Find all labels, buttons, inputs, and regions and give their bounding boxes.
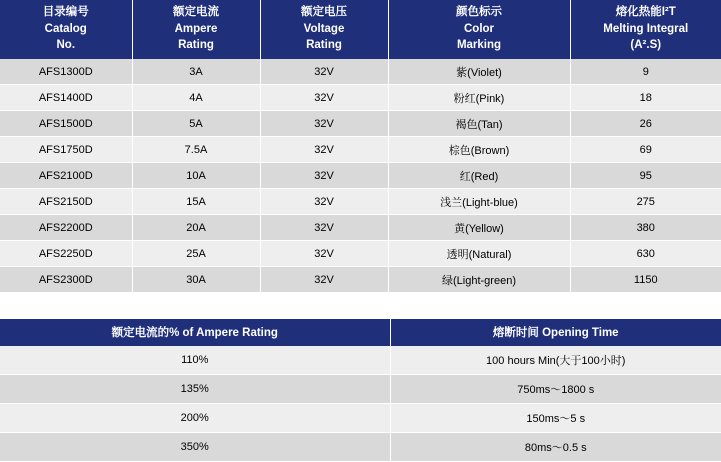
cell-catalog: AFS2300D (0, 267, 132, 293)
column-header-voltage-rating (260, 0, 388, 59)
cell-catalog: AFS1400D (0, 85, 132, 111)
cell-voltage: 32V (260, 267, 388, 293)
header-line-cn: 熔化热能I²T (615, 6, 676, 18)
cell-melting: 275 (570, 189, 721, 215)
cell-catalog: AFS2200D (0, 215, 132, 241)
cell-color: 褐色(Tan) (388, 111, 570, 137)
cell-ampere: 10A (132, 163, 260, 189)
table-row (0, 111, 721, 137)
cell-catalog: AFS2100D (0, 163, 132, 189)
table-row (0, 85, 721, 111)
cell-voltage: 32V (260, 215, 388, 241)
cell-catalog: AFS1300D (0, 59, 132, 85)
cell-ampere: 20A (132, 215, 260, 241)
cell-color: 透明(Natural) (388, 241, 570, 267)
cell-percent: 200% (0, 404, 390, 433)
cell-voltage: 32V (260, 163, 388, 189)
spec-table-header-row (0, 0, 721, 59)
table-row (0, 189, 721, 215)
header-line-en2: Marking (456, 39, 502, 52)
spec-table-body (0, 59, 721, 293)
cell-percent: 135% (0, 375, 390, 404)
header-line-en2: No. (56, 39, 76, 52)
cell-ampere: 7.5A (132, 137, 260, 163)
header-line-cn: 颜色标示 (456, 6, 502, 18)
table-row (0, 346, 721, 375)
cell-melting: 26 (570, 111, 721, 137)
header-line-en1: Color (463, 22, 495, 35)
cell-color: 绿(Light-green) (388, 267, 570, 293)
table-row (0, 375, 721, 404)
table-row (0, 433, 721, 462)
cell-catalog: AFS2250D (0, 241, 132, 267)
cell-ampere: 3A (132, 59, 260, 85)
table-spacer (0, 293, 721, 319)
cell-catalog: AFS2150D (0, 189, 132, 215)
cell-ampere: 25A (132, 241, 260, 267)
cell-catalog: AFS1500D (0, 111, 132, 137)
table-row (0, 241, 721, 267)
cell-opening-time: 100 hours Min(大于100小时) (390, 346, 721, 375)
header-line-cn: 额定电流 (173, 6, 219, 18)
table-row (0, 215, 721, 241)
cell-color: 粉红(Pink) (388, 85, 570, 111)
header-line-en1: Ampere (174, 22, 218, 35)
table-row (0, 59, 721, 85)
cell-color: 紫(Violet) (388, 59, 570, 85)
rating-table-body (0, 346, 721, 462)
column-header-opening-time: 熔断时间 Opening Time (390, 319, 721, 346)
cell-opening-time: 80ms～0.5 s (390, 433, 721, 462)
cell-voltage: 32V (260, 59, 388, 85)
header-line-en1: Voltage (303, 22, 345, 35)
cell-ampere: 4A (132, 85, 260, 111)
column-header-ampere-rating (132, 0, 260, 59)
cell-melting: 9 (570, 59, 721, 85)
cell-melting: 1150 (570, 267, 721, 293)
cell-color: 红(Red) (388, 163, 570, 189)
cell-color: 棕色(Brown) (388, 137, 570, 163)
cell-percent: 110% (0, 346, 390, 375)
column-header-color-marking (388, 0, 570, 59)
cell-ampere: 30A (132, 267, 260, 293)
header-line-en1: Melting Integral (603, 22, 689, 35)
header-line-en2: (A².S) (630, 39, 662, 52)
header-line-cn: 额定电压 (301, 6, 347, 18)
column-header-catalog (0, 0, 132, 59)
header-line-en1: Catalog (44, 22, 87, 35)
cell-voltage: 32V (260, 241, 388, 267)
cell-opening-time: 750ms～1800 s (390, 375, 721, 404)
table-row (0, 163, 721, 189)
cell-color: 浅兰(Light-blue) (388, 189, 570, 215)
column-header-percent-of-rating: 额定电流的% of Ampere Rating (0, 319, 390, 346)
cell-catalog: AFS1750D (0, 137, 132, 163)
cell-melting: 630 (570, 241, 721, 267)
cell-voltage: 32V (260, 85, 388, 111)
header-line-en2: Rating (178, 39, 214, 52)
opening-time-table (0, 319, 721, 462)
header-line-en2: Rating (306, 39, 342, 52)
cell-ampere: 15A (132, 189, 260, 215)
cell-voltage: 32V (260, 111, 388, 137)
table-row (0, 137, 721, 163)
table-row (0, 404, 721, 433)
table-row (0, 267, 721, 293)
rating-table-header-row (0, 319, 721, 346)
cell-melting: 380 (570, 215, 721, 241)
cell-melting: 18 (570, 85, 721, 111)
cell-percent: 350% (0, 433, 390, 462)
header-line-cn: 目录编号 (42, 6, 89, 18)
cell-melting: 69 (570, 137, 721, 163)
cell-opening-time: 150ms～5 s (390, 404, 721, 433)
column-header-melting-integral (570, 0, 721, 59)
cell-melting: 95 (570, 163, 721, 189)
cell-voltage: 32V (260, 137, 388, 163)
cell-voltage: 32V (260, 189, 388, 215)
cell-color: 黄(Yellow) (388, 215, 570, 241)
cell-ampere: 5A (132, 111, 260, 137)
